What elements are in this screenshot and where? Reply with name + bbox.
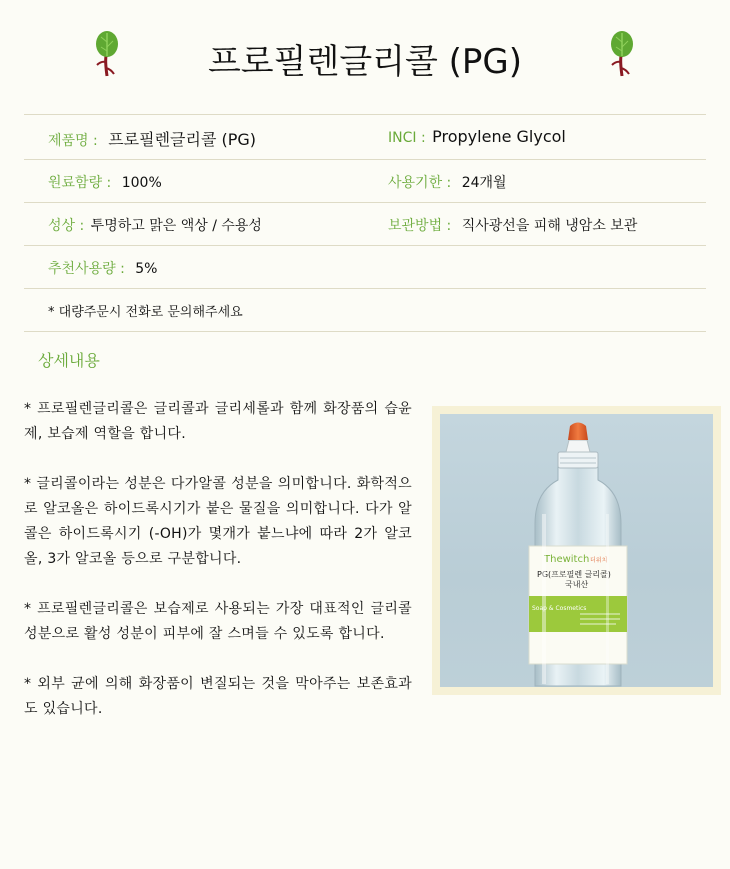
property-label: 성상 : [48, 218, 85, 234]
details-paragraph: * 글리콜이라는 성분은 다가알콜 성분을 의미합니다. 화학적으로 알코올은 하이드록시기가 붙은 물질을 의미합니다. 다가 알콜은 하이드록시기 (-OH)가 몇개가 붙느냐에 따라 2가 알코올, 3가 알코올 등으로 구분합니다. [24, 476, 412, 567]
details-paragraph: * 프로필렌글리콜은 보습제로 사용되는 가장 대표적인 글리콜 성분으로 활성 성분이 피부에 잘 스며들 수 있도록 합니다. [24, 601, 412, 642]
storage-label: 보관방법 : [388, 218, 452, 234]
expiry-label: 사용기한 : [388, 175, 452, 191]
expiry-cell [388, 172, 507, 192]
product-info-table [24, 114, 706, 332]
property-value: 투명하고 맑은 액상 / 수용성 [90, 218, 262, 234]
bottle-brand-suffix: 더위치 [590, 557, 608, 564]
product-photo-frame [432, 406, 721, 695]
product-name-label: 제품명 : [48, 133, 98, 149]
info-row-note [24, 288, 706, 332]
bottle-illustration [440, 414, 713, 687]
expiry-value: 24개월 [461, 175, 507, 191]
details-paragraph: * 외부 균에 의해 화장품이 변질되는 것을 막아주는 보존효과도 있습니다. [24, 676, 412, 717]
info-row-content [24, 159, 706, 202]
info-row-dosage [24, 245, 706, 288]
bottle-label-origin: 국내산 [565, 580, 589, 589]
page-title: 프로필렌글리콜 (PG) [207, 42, 523, 82]
product-name-value: 프로필렌글리콜 (PG) [108, 130, 257, 149]
info-row-name [24, 114, 706, 159]
details-paragraph: * 프로필렌글리콜은 글리콜과 글리세롤과 함께 화장품의 습윤제, 보습제 역할을 합니다. [24, 401, 412, 442]
details-section-title: 상세내용 [38, 351, 100, 370]
dosage-cell [48, 258, 157, 278]
inci-value: Propylene Glycol [432, 127, 566, 146]
product-photo [440, 414, 713, 687]
bottle-label-name: PG(프로필렌 글리콜) [537, 570, 611, 579]
content-value: 100% [121, 175, 162, 191]
bulk-order-note: * 대량주문시 전화로 문의해주세요 [48, 305, 243, 320]
storage-cell [388, 215, 637, 235]
content-label: 원료함량 : [48, 175, 112, 191]
bottle-brand: Thewitch [544, 554, 590, 565]
details-body [24, 397, 412, 747]
dosage-value: 5% [135, 261, 158, 277]
inci-cell [388, 127, 566, 146]
info-row-property [24, 202, 706, 245]
tree-leaf-icon [607, 28, 637, 78]
storage-value: 직사광선을 피해 냉암소 보관 [461, 218, 638, 234]
property-cell [48, 215, 262, 235]
inci-label: INCI : [388, 130, 426, 146]
product-name-cell [48, 127, 256, 150]
dosage-label: 추천사용량 : [48, 261, 125, 277]
bottle-label-strip: Soap & Cosmetics [532, 605, 587, 612]
content-cell [48, 172, 162, 192]
